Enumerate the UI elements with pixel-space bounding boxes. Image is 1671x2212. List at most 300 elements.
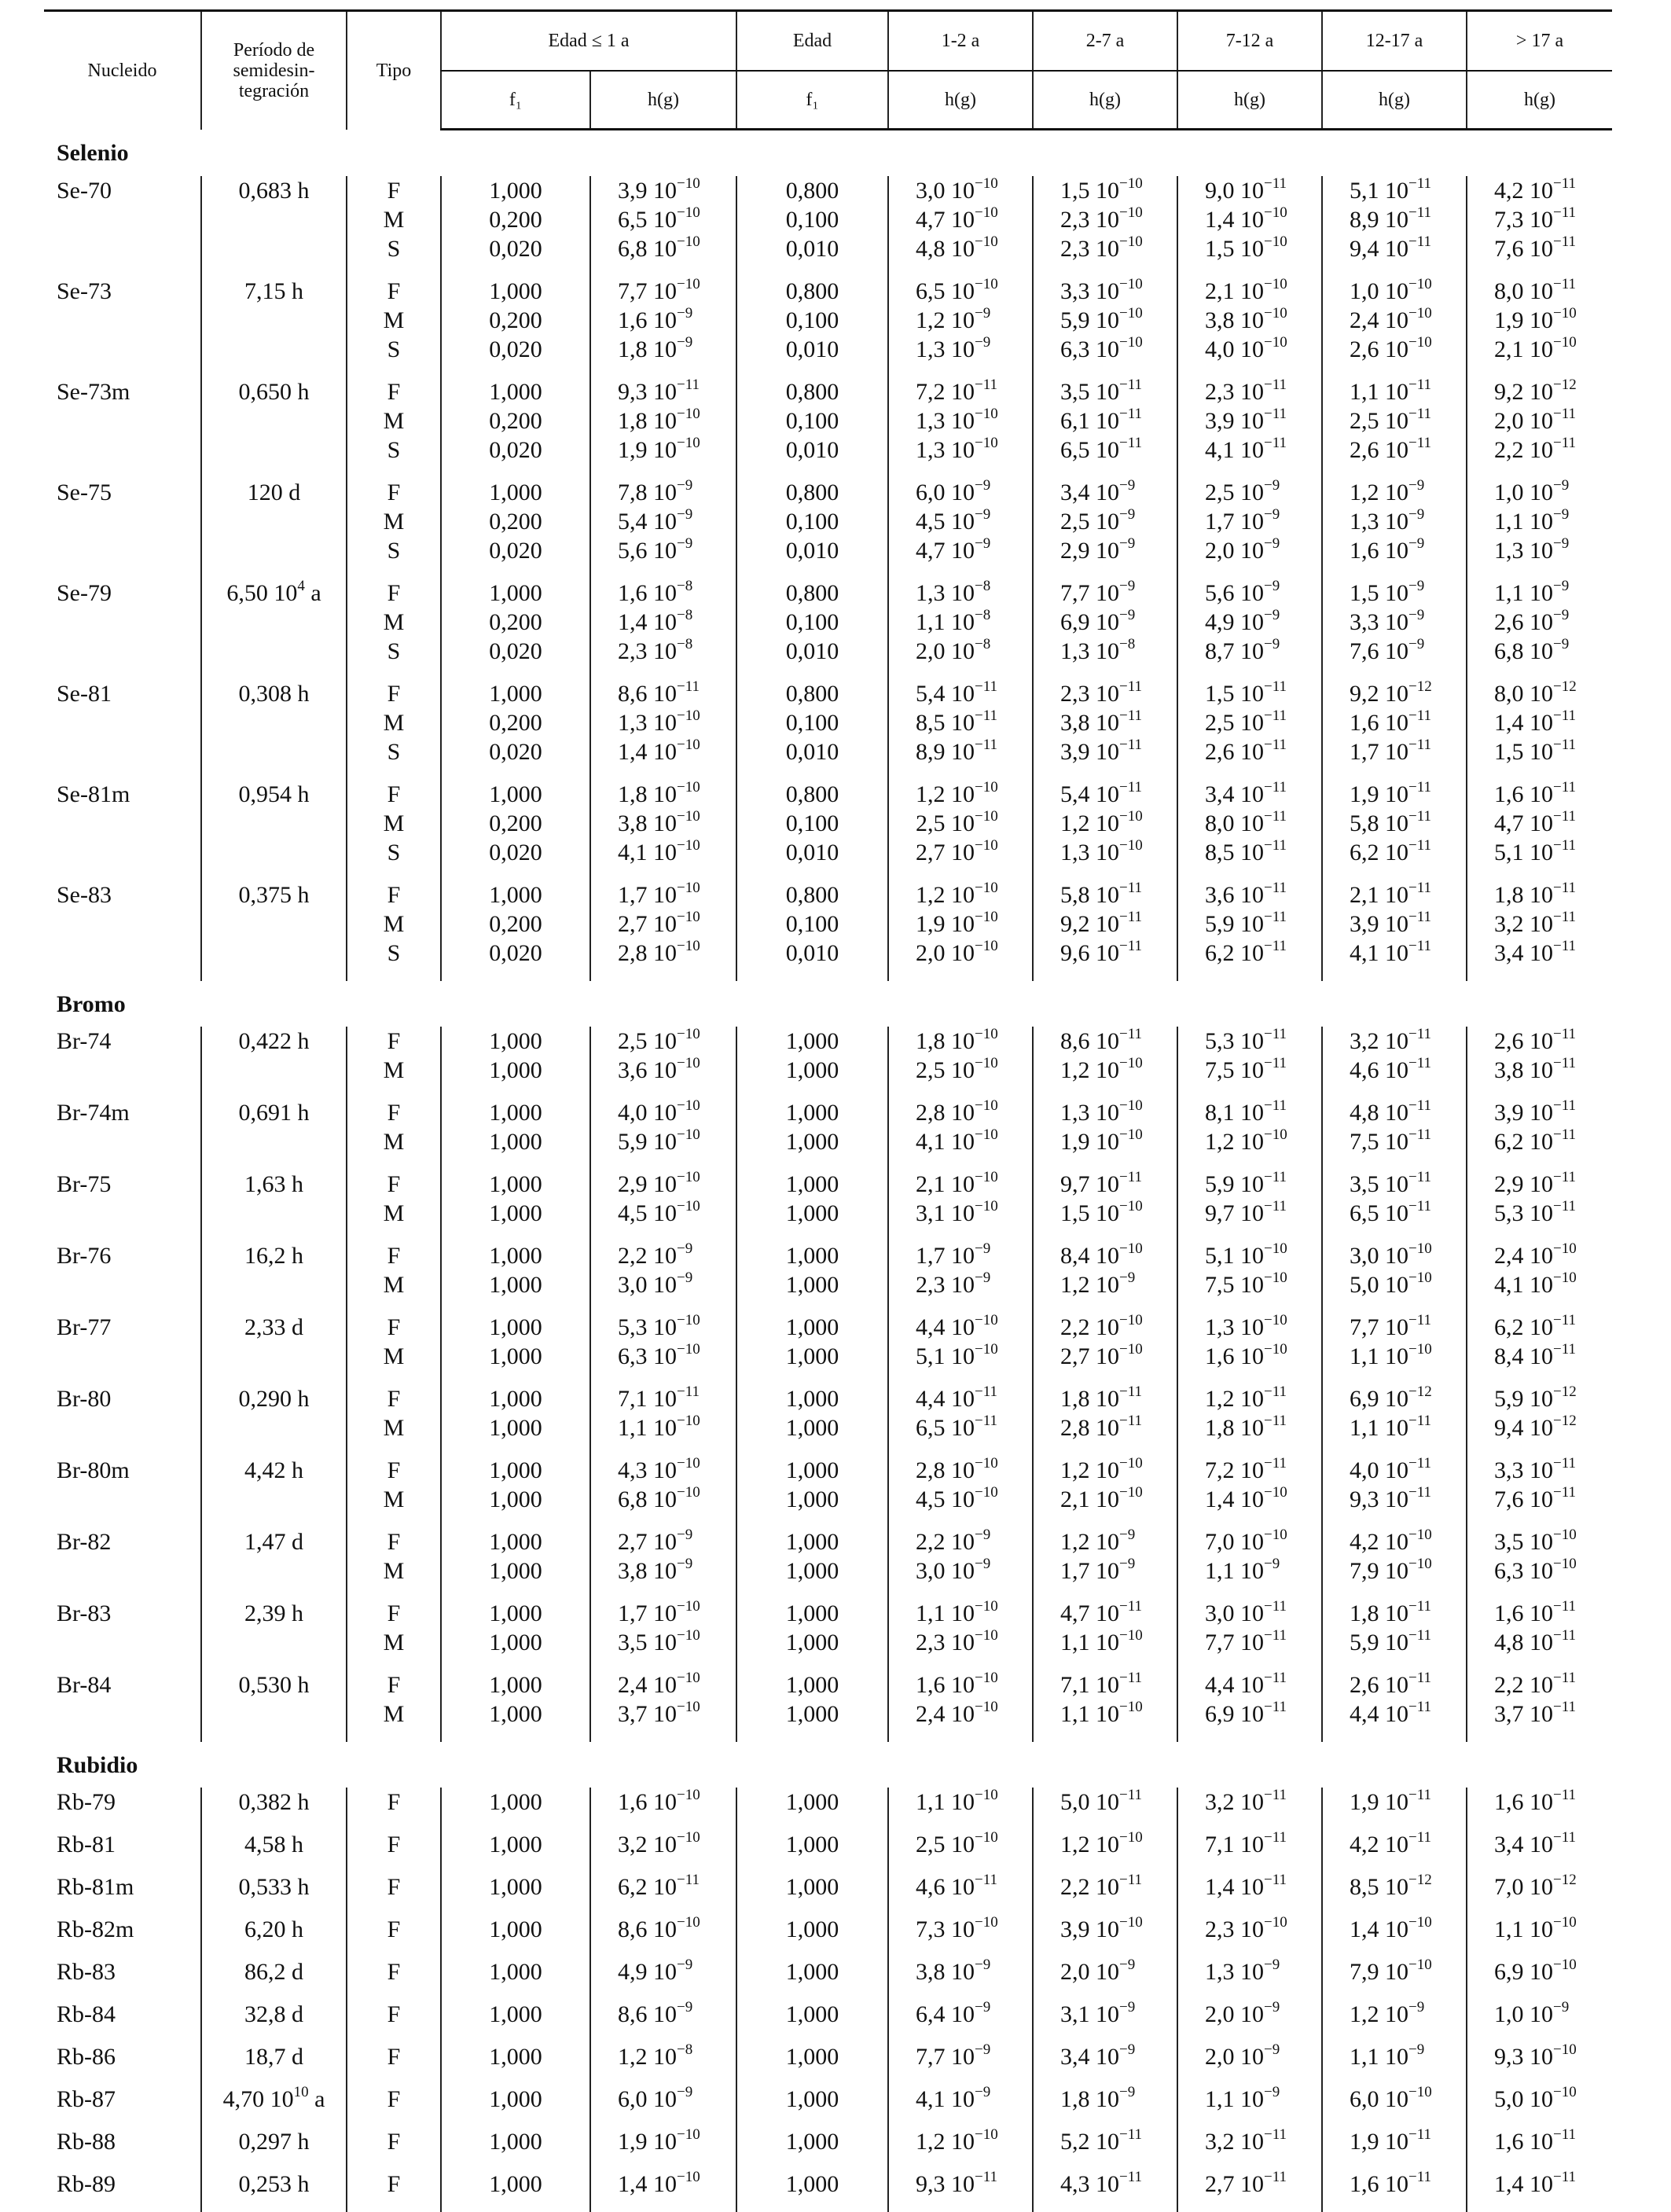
dose-cell: 1,3 $10^{-9}$: [1177, 1957, 1322, 1986]
table-row: [44, 679, 1612, 708]
table-row: [44, 1957, 1612, 1986]
f1-cell: 1,000: [736, 2000, 888, 2029]
table-row: [44, 708, 1612, 737]
dose-cell: 5,3 $10^{-11}$: [1177, 1027, 1322, 1056]
spacer-cell: [44, 1442, 201, 1456]
spacer-cell: [441, 1514, 590, 1527]
dose-cell: 2,1 $10^{-10}$: [888, 1170, 1033, 1199]
spacer-cell: [1033, 1586, 1177, 1599]
dose-cell: 6,9 $10^{-9}$: [1033, 608, 1177, 637]
spacer-cell: [347, 565, 441, 579]
dose-cell: 7,5 $10^{-11}$: [1177, 1056, 1322, 1085]
table-row: [44, 478, 1612, 507]
dose-cell: 1,1 $10^{-10}$: [1033, 1628, 1177, 1657]
dose-cell: 1,8 $10^{-11}$: [1322, 1599, 1467, 1628]
dose-cell: 1,4 $10^{-11}$: [1467, 708, 1612, 737]
spacer-cell: [1033, 565, 1177, 579]
dose-cell: 8,6 $10^{-11}$: [590, 679, 736, 708]
section-spacer: [736, 1742, 888, 1788]
table-row: [44, 1830, 1612, 1859]
half-life-cell: 2,39 h: [201, 1599, 347, 1628]
group-spacer: [44, 766, 1612, 780]
type-cell: M: [347, 1342, 441, 1371]
dose-cell: 8,1 $10^{-11}$: [1177, 1098, 1322, 1127]
table-row: [44, 176, 1612, 205]
half-life-cell: [201, 809, 347, 838]
spacer-cell: [736, 1817, 888, 1830]
header-age-7-12: 7-12 a: [1177, 11, 1322, 72]
dose-cell: 4,7 $10^{-10}$: [888, 205, 1033, 234]
dose-cell: 1,2 $10^{-10}$: [888, 2127, 1033, 2156]
dose-cell: 3,2 $10^{-11}$: [1177, 2127, 1322, 2156]
f1-cell: 1,000: [441, 1485, 590, 1514]
dose-cell: 6,1 $10^{-11}$: [1033, 406, 1177, 435]
spacer-cell: [590, 1085, 736, 1098]
type-cell: F: [347, 277, 441, 306]
nuclide-cell: Se-81: [44, 679, 201, 708]
dose-cell: 6,5 $10^{-10}$: [590, 205, 736, 234]
spacer-cell: [441, 1228, 590, 1241]
f1-cell: 1,000: [441, 2127, 590, 2156]
f1-cell: 0,800: [736, 780, 888, 809]
dose-cell: 2,3 $10^{-10}$: [1177, 1915, 1322, 1944]
spacer-cell: [736, 2156, 888, 2170]
dose-cell: 3,9 $10^{-10}$: [1033, 1915, 1177, 1944]
f1-cell: 0,010: [736, 335, 888, 364]
spacer-cell: [736, 565, 888, 579]
dose-cell: 4,1 $10^{-11}$: [1322, 939, 1467, 968]
f1-cell: 1,000: [736, 1027, 888, 1056]
dose-cell: 4,0 $10^{-10}$: [1177, 335, 1322, 364]
f1-cell: 0,800: [736, 377, 888, 406]
dose-cell: 2,8 $10^{-10}$: [888, 1456, 1033, 1485]
spacer-cell: [44, 666, 201, 679]
dose-cell: 2,7 $10^{-10}$: [1033, 1342, 1177, 1371]
f1-cell: 1,000: [736, 1556, 888, 1586]
nuclide-cell: [44, 1056, 201, 1085]
spacer-cell: [590, 766, 736, 780]
half-life-cell: 0,297 h: [201, 2127, 347, 2156]
spacer-cell: [1177, 968, 1322, 981]
spacer-cell: [1177, 1156, 1322, 1170]
dose-cell: 1,1 $10^{-8}$: [888, 608, 1033, 637]
type-cell: F: [347, 1170, 441, 1199]
spacer-cell: [201, 1085, 347, 1098]
dose-cell: 1,5 $10^{-10}$: [1033, 1199, 1177, 1228]
spacer-cell: [441, 1944, 590, 1957]
table-row: [44, 1027, 1612, 1056]
half-life-cell: [201, 838, 347, 867]
nuclide-cell: [44, 1127, 201, 1156]
table-row: [44, 1170, 1612, 1199]
dose-cell: 2,0 $10^{-9}$: [1177, 2042, 1322, 2071]
dose-cell: 3,1 $10^{-9}$: [1033, 2000, 1177, 2029]
dose-cell: 1,6 $10^{-11}$: [1467, 1599, 1612, 1628]
table-row: [44, 1527, 1612, 1556]
section-spacer: [1177, 1742, 1322, 1788]
spacer-cell: [44, 1228, 201, 1241]
dose-cell: 1,9 $10^{-10}$: [1467, 306, 1612, 335]
spacer-cell: [1467, 1299, 1612, 1313]
dose-cell: 4,8 $10^{-11}$: [1322, 1098, 1467, 1127]
nuclide-cell: Br-76: [44, 1241, 201, 1270]
type-cell: M: [347, 205, 441, 234]
half-life-cell: 2,33 d: [201, 1313, 347, 1342]
dose-cell: 2,7 $10^{-10}$: [590, 909, 736, 939]
dose-cell: 2,4 $10^{-10}$: [590, 1670, 736, 1699]
spacer-cell: [201, 364, 347, 377]
section-spacer: [201, 981, 347, 1027]
spacer-cell: [1322, 1859, 1467, 1872]
dose-cell: 4,4 $10^{-10}$: [888, 1313, 1033, 1342]
dose-cell: 2,4 $10^{-10}$: [1467, 1241, 1612, 1270]
spacer-cell: [1467, 364, 1612, 377]
nuclide-cell: [44, 909, 201, 939]
section-spacer: [736, 130, 888, 177]
spacer-cell: [1467, 1859, 1612, 1872]
f1-cell: 1,000: [736, 1098, 888, 1127]
group-spacer: [44, 2199, 1612, 2212]
section-spacer: [888, 130, 1033, 177]
f1-cell: 1,000: [441, 2042, 590, 2071]
dose-cell: 3,3 $10^{-11}$: [1467, 1456, 1612, 1485]
f1-cell: 0,800: [736, 679, 888, 708]
dose-cell: 2,1 $10^{-10}$: [1177, 277, 1322, 306]
spacer-cell: [1322, 1371, 1467, 1384]
dose-cell: 8,4 $10^{-11}$: [1467, 1342, 1612, 1371]
type-cell: S: [347, 536, 441, 565]
half-life-cell: 18,7 d: [201, 2042, 347, 2071]
dose-cell: 7,7 $10^{-10}$: [590, 277, 736, 306]
dose-cell: 1,1 $10^{-11}$: [1322, 1413, 1467, 1442]
spacer-cell: [347, 968, 441, 981]
spacer-cell: [888, 1228, 1033, 1241]
dose-cell: 2,0 $10^{-9}$: [1177, 536, 1322, 565]
spacer-cell: [44, 1586, 201, 1599]
spacer-cell: [590, 1657, 736, 1670]
spacer-cell: [347, 1156, 441, 1170]
dose-cell: 3,9 $10^{-11}$: [1177, 406, 1322, 435]
dose-cell: 2,3 $10^{-8}$: [590, 637, 736, 666]
dose-cell: 2,0 $10^{-8}$: [888, 637, 1033, 666]
dose-cell: 1,1 $10^{-10}$: [1033, 1699, 1177, 1729]
spacer-cell: [1322, 2071, 1467, 2085]
spacer-cell: [44, 1299, 201, 1313]
spacer-cell: [201, 1586, 347, 1599]
dose-cell: 1,2 $10^{-9}$: [1322, 2000, 1467, 2029]
spacer-cell: [736, 1514, 888, 1527]
spacer-cell: [347, 867, 441, 880]
spacer-cell: [347, 364, 441, 377]
spacer-cell: [347, 766, 441, 780]
spacer-cell: [347, 1817, 441, 1830]
spacer-cell: [1177, 364, 1322, 377]
spacer-cell: [201, 1859, 347, 1872]
spacer-cell: [347, 1228, 441, 1241]
dose-cell: 2,8 $10^{-10}$: [888, 1098, 1033, 1127]
spacer-cell: [590, 1586, 736, 1599]
spacer-cell: [590, 1442, 736, 1456]
spacer-cell: [1467, 1817, 1612, 1830]
dose-cell: 5,8 $10^{-11}$: [1033, 880, 1177, 909]
f1-cell: 0,010: [736, 234, 888, 263]
table-row: [44, 507, 1612, 536]
dose-cell: 9,7 $10^{-11}$: [1177, 1199, 1322, 1228]
f1-cell: 0,010: [736, 536, 888, 565]
spacer-cell: [1033, 2156, 1177, 2170]
spacer-cell: [1467, 1944, 1612, 1957]
f1-cell: 1,000: [441, 1342, 590, 1371]
nuclide-cell: Br-83: [44, 1599, 201, 1628]
dose-cell: 1,1 $10^{-9}$: [1322, 2042, 1467, 2071]
dose-cell: 3,8 $10^{-10}$: [590, 809, 736, 838]
spacer-cell: [1322, 1944, 1467, 1957]
dose-cell: 1,2 $10^{-9}$: [1033, 1270, 1177, 1299]
spacer-cell: [1177, 1586, 1322, 1599]
group-spacer: [44, 1944, 1612, 1957]
spacer-cell: [347, 1442, 441, 1456]
f1-cell: 0,100: [736, 708, 888, 737]
spacer-cell: [1033, 1299, 1177, 1313]
spacer-cell: [1322, 1586, 1467, 1599]
f1-cell: 0,010: [736, 737, 888, 766]
half-life-cell: [201, 708, 347, 737]
dose-cell: 7,7 $10^{-9}$: [1033, 579, 1177, 608]
f1-cell: 1,000: [736, 1170, 888, 1199]
half-life-cell: 7,15 h: [201, 277, 347, 306]
table-row: [44, 1670, 1612, 1699]
spacer-cell: [201, 1817, 347, 1830]
f1-cell: 1,000: [736, 1628, 888, 1657]
spacer-cell: [888, 1156, 1033, 1170]
f1-cell: 1,000: [736, 1699, 888, 1729]
dose-cell: 2,2 $10^{-11}$: [1033, 1872, 1177, 1902]
type-cell: F: [347, 1670, 441, 1699]
nuclide-cell: Br-84: [44, 1670, 201, 1699]
nuclide-cell: [44, 1199, 201, 1228]
dose-cell: 3,1 $10^{-10}$: [888, 1199, 1033, 1228]
spacer-cell: [590, 565, 736, 579]
table-row: [44, 608, 1612, 637]
f1-cell: 1,000: [441, 1199, 590, 1228]
f1-cell: 0,020: [441, 536, 590, 565]
dose-cell: 1,8 $10^{-9}$: [590, 335, 736, 364]
dose-cell: 5,4 $10^{-11}$: [888, 679, 1033, 708]
dose-cell: 2,5 $10^{-10}$: [888, 1056, 1033, 1085]
spacer-cell: [44, 2156, 201, 2170]
dose-cell: 1,6 $10^{-10}$: [888, 1670, 1033, 1699]
half-life-cell: 0,954 h: [201, 780, 347, 809]
dose-cell: 1,1 $10^{-10}$: [888, 1788, 1033, 1817]
type-cell: M: [347, 507, 441, 536]
dose-cell: 3,7 $10^{-11}$: [1467, 1699, 1612, 1729]
spacer-cell: [1177, 1514, 1322, 1527]
dose-cell: 1,4 $10^{-11}$: [1177, 1872, 1322, 1902]
dose-cell: 5,8 $10^{-11}$: [1322, 809, 1467, 838]
spacer-cell: [736, 364, 888, 377]
spacer-cell: [44, 2029, 201, 2042]
header-periodo: Período de semidesin- tegración: [201, 11, 347, 130]
half-life-cell: [201, 205, 347, 234]
spacer-cell: [201, 968, 347, 981]
f1-cell: 1,000: [441, 1699, 590, 1729]
spacer-cell: [590, 364, 736, 377]
dose-cell: 3,2 $10^{-11}$: [1467, 909, 1612, 939]
f1-cell: 1,000: [736, 1384, 888, 1413]
dose-cell: 3,0 $10^{-10}$: [888, 176, 1033, 205]
spacer-cell: [888, 1944, 1033, 1957]
dose-cell: 7,9 $10^{-10}$: [1322, 1957, 1467, 1986]
spacer-cell: [44, 2071, 201, 2085]
dose-cell: 7,1 $10^{-11}$: [590, 1384, 736, 1413]
dose-cell: 1,4 $10^{-10}$: [1322, 1915, 1467, 1944]
half-life-cell: 0,691 h: [201, 1098, 347, 1127]
f1-cell: 1,000: [441, 1915, 590, 1944]
section-spacer: [590, 981, 736, 1027]
spacer-cell: [1033, 1228, 1177, 1241]
spacer-cell: [888, 2114, 1033, 2127]
dose-cell: 8,4 $10^{-10}$: [1033, 1241, 1177, 1270]
dose-cell: 4,8 $10^{-10}$: [888, 234, 1033, 263]
dose-cell: 1,4 $10^{-11}$: [1467, 2170, 1612, 2199]
table-row: [44, 809, 1612, 838]
nuclide-cell: [44, 1485, 201, 1514]
table-row: [44, 1342, 1612, 1371]
spacer-cell: [888, 666, 1033, 679]
f1-cell: 0,800: [736, 176, 888, 205]
f1-cell: 1,000: [441, 2000, 590, 2029]
spacer-cell: [1033, 666, 1177, 679]
spacer-cell: [201, 1156, 347, 1170]
spacer-cell: [44, 1944, 201, 1957]
dose-cell: 5,2 $10^{-11}$: [1033, 2127, 1177, 2156]
nuclide-cell: [44, 536, 201, 565]
dose-cell: 7,6 $10^{-11}$: [1467, 234, 1612, 263]
f1-cell: 1,000: [736, 1670, 888, 1699]
spacer-cell: [888, 766, 1033, 780]
spacer-cell: [888, 1817, 1033, 1830]
f1-cell: 1,000: [441, 1056, 590, 1085]
f1-cell: 0,200: [441, 507, 590, 536]
type-cell: F: [347, 2042, 441, 2071]
half-life-cell: 6,50 $10^4$ a: [201, 579, 347, 608]
table-row: [44, 2127, 1612, 2156]
spacer-cell: [1033, 1156, 1177, 1170]
spacer-cell: [888, 1586, 1033, 1599]
type-cell: F: [347, 1384, 441, 1413]
header-hg: h(g): [1322, 71, 1467, 130]
spacer-cell: [736, 263, 888, 277]
dose-cell: 3,6 $10^{-11}$: [1177, 880, 1322, 909]
dose-cell: 2,7 $10^{-11}$: [1177, 2170, 1322, 2199]
group-spacer: [44, 1817, 1612, 1830]
spacer-cell: [888, 867, 1033, 880]
dose-cell: 1,7 $10^{-11}$: [1322, 737, 1467, 766]
nuclide-cell: Rb-86: [44, 2042, 201, 2071]
dose-cell: 8,0 $10^{-11}$: [1467, 277, 1612, 306]
f1-cell: 1,000: [441, 1027, 590, 1056]
dose-cell: 1,1 $10^{-9}$: [1177, 1556, 1322, 1586]
dose-cell: 2,7 $10^{-10}$: [888, 838, 1033, 867]
nuclide-cell: Br-74: [44, 1027, 201, 1056]
nuclide-cell: [44, 335, 201, 364]
dose-cell: 4,1 $10^{-10}$: [888, 1127, 1033, 1156]
section-spacer: [1177, 130, 1322, 177]
spacer-cell: [736, 867, 888, 880]
nuclide-cell: [44, 234, 201, 263]
dose-cell: 5,9 $10^{-10}$: [1033, 306, 1177, 335]
spacer-cell: [1033, 867, 1177, 880]
dose-cell: 7,2 $10^{-11}$: [1177, 1456, 1322, 1485]
header-edad-le-1: Edad ≤ 1 a: [441, 11, 736, 72]
spacer-cell: [441, 2071, 590, 2085]
type-cell: F: [347, 1599, 441, 1628]
dose-cell: 3,2 $10^{-11}$: [1177, 1788, 1322, 1817]
dose-cell: 8,9 $10^{-11}$: [888, 737, 1033, 766]
section-spacer: [736, 981, 888, 1027]
section-spacer: [441, 981, 590, 1027]
dose-cell: 3,0 $10^{-9}$: [590, 1270, 736, 1299]
spacer-cell: [441, 1657, 590, 1670]
nuclide-cell: Rb-83: [44, 1957, 201, 1986]
spacer-cell: [1322, 1817, 1467, 1830]
spacer-cell: [201, 2071, 347, 2085]
group-spacer: [44, 1514, 1612, 1527]
dose-cell: 5,3 $10^{-10}$: [590, 1313, 736, 1342]
table-row: [44, 1270, 1612, 1299]
dose-cell: 3,6 $10^{-10}$: [590, 1056, 736, 1085]
nuclide-cell: Rb-81: [44, 1830, 201, 1859]
dose-cell: 5,6 $10^{-9}$: [1177, 579, 1322, 608]
spacer-cell: [590, 1228, 736, 1241]
dose-cell: 2,2 $10^{-10}$: [1033, 1313, 1177, 1342]
dose-cell: 6,9 $10^{-10}$: [1467, 1957, 1612, 1986]
spacer-cell: [347, 1944, 441, 1957]
spacer-cell: [1177, 1085, 1322, 1098]
spacer-cell: [1033, 1657, 1177, 1670]
half-life-cell: 0,290 h: [201, 1384, 347, 1413]
type-cell: M: [347, 1056, 441, 1085]
f1-cell: 1,000: [441, 176, 590, 205]
spacer-cell: [1322, 364, 1467, 377]
half-life-cell: 6,20 h: [201, 1915, 347, 1944]
spacer-cell: [1467, 1228, 1612, 1241]
dose-cell: 3,3 $10^{-9}$: [1322, 608, 1467, 637]
dose-cell: 8,6 $10^{-10}$: [590, 1915, 736, 1944]
spacer-cell: [201, 1299, 347, 1313]
f1-cell: 1,000: [441, 478, 590, 507]
dose-cell: 6,5 $10^{-11}$: [1322, 1199, 1467, 1228]
dose-cell: 5,0 $10^{-10}$: [1322, 1270, 1467, 1299]
spacer-cell: [1322, 1299, 1467, 1313]
type-cell: F: [347, 1027, 441, 1056]
table-row: [44, 234, 1612, 263]
spacer-cell: [888, 263, 1033, 277]
header-nucleido: Nucleido: [44, 11, 201, 130]
f1-cell: 0,100: [736, 205, 888, 234]
nuclide-cell: [44, 1628, 201, 1657]
dose-cell: 2,2 $10^{-9}$: [590, 1241, 736, 1270]
dose-cell: 2,6 $10^{-9}$: [1467, 608, 1612, 637]
spacer-cell: [736, 1156, 888, 1170]
spacer-cell: [201, 1944, 347, 1957]
dose-cell: 1,6 $10^{-9}$: [590, 306, 736, 335]
group-spacer: [44, 1902, 1612, 1915]
spacer-cell: [888, 364, 1033, 377]
header-hg: h(g): [1177, 71, 1322, 130]
spacer-cell: [590, 1986, 736, 2000]
dose-cell: 8,5 $10^{-11}$: [888, 708, 1033, 737]
